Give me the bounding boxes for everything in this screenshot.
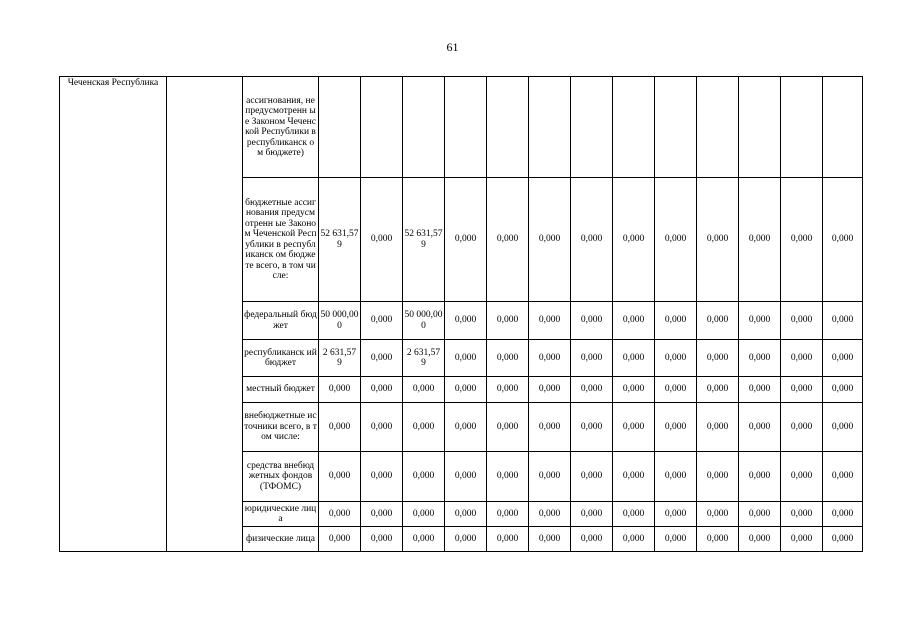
funding-source-label: местный бюджет (243, 377, 319, 403)
amount-cell: 0,000 (487, 403, 529, 452)
amount-cell: 0,000 (571, 178, 613, 302)
amount-cell: 0,000 (739, 527, 781, 552)
amount-cell: 0,000 (697, 377, 739, 403)
amount-cell: 0,000 (445, 377, 487, 403)
amount-cell: 0,000 (781, 377, 823, 403)
amount-cell: 0,000 (571, 403, 613, 452)
amount-cell: 0,000 (739, 340, 781, 377)
amount-cell (697, 77, 739, 178)
amount-cell: 0,000 (823, 403, 863, 452)
funding-source-label: федеральный бюджет (243, 302, 319, 340)
funding-source-label: физические лица (243, 527, 319, 552)
amount-cell: 0,000 (781, 302, 823, 340)
amount-cell: 0,000 (319, 527, 361, 552)
amount-cell: 0,000 (613, 527, 655, 552)
amount-cell: 0,000 (823, 502, 863, 527)
amount-cell: 0,000 (529, 403, 571, 452)
amount-cell: 0,000 (655, 302, 697, 340)
amount-cell (613, 77, 655, 178)
amount-cell: 0,000 (571, 340, 613, 377)
amount-cell: 0,000 (739, 302, 781, 340)
amount-cell: 0,000 (487, 502, 529, 527)
amount-cell: 0,000 (697, 452, 739, 502)
amount-cell: 0,000 (403, 403, 445, 452)
amount-cell: 0,000 (361, 377, 403, 403)
amount-cell: 0,000 (529, 178, 571, 302)
amount-cell: 0,000 (655, 452, 697, 502)
amount-cell: 0,000 (739, 502, 781, 527)
amount-cell: 2 631,57 9 (403, 340, 445, 377)
amount-cell: 0,000 (571, 527, 613, 552)
amount-cell: 0,000 (445, 452, 487, 502)
amount-cell: 0,000 (571, 302, 613, 340)
amount-cell: 0,000 (487, 340, 529, 377)
amount-cell: 0,000 (403, 527, 445, 552)
amount-cell: 0,000 (445, 403, 487, 452)
amount-cell: 0,000 (445, 302, 487, 340)
amount-cell: 52 631,57 9 (403, 178, 445, 302)
amount-cell: 0,000 (487, 377, 529, 403)
funding-source-label: бюджетные ассигнования предусмотренн ые Законом Чеченской Республики в республиканск ом бюджете всего, в том числе: (243, 178, 319, 302)
amount-cell: 0,000 (361, 403, 403, 452)
amount-cell: 0,000 (487, 452, 529, 502)
funding-source-label: ассигнования, не предусмотренн ые Законом Чеченской Республики в республиканск ом бюджете) (243, 77, 319, 178)
amount-cell: 0,000 (739, 403, 781, 452)
region-name: Чеченская Республика (60, 77, 167, 552)
amount-cell (739, 77, 781, 178)
amount-cell: 0,000 (361, 452, 403, 502)
amount-cell: 0,000 (697, 178, 739, 302)
amount-cell: 0,000 (361, 302, 403, 340)
amount-cell: 0,000 (529, 302, 571, 340)
amount-cell: 0,000 (823, 377, 863, 403)
page-number: 61 (446, 40, 459, 54)
amount-cell: 0,000 (655, 340, 697, 377)
amount-cell (655, 77, 697, 178)
amount-cell: 0,000 (319, 403, 361, 452)
amount-cell: 0,000 (697, 502, 739, 527)
amount-cell: 0,000 (571, 377, 613, 403)
amount-cell: 0,000 (613, 178, 655, 302)
amount-cell: 0,000 (613, 302, 655, 340)
amount-cell: 0,000 (445, 527, 487, 552)
amount-cell: 0,000 (823, 452, 863, 502)
amount-cell: 0,000 (781, 452, 823, 502)
funding-source-label: республиканск ий бюджет (243, 340, 319, 377)
amount-cell: 0,000 (529, 377, 571, 403)
amount-cell: 0,000 (487, 178, 529, 302)
amount-cell: 0,000 (403, 502, 445, 527)
empty-column-cell (167, 77, 243, 552)
amount-cell: 0,000 (403, 377, 445, 403)
amount-cell: 0,000 (697, 403, 739, 452)
amount-cell: 0,000 (613, 403, 655, 452)
amount-cell: 0,000 (823, 527, 863, 552)
amount-cell: 0,000 (823, 340, 863, 377)
amount-cell (823, 77, 863, 178)
amount-cell (529, 77, 571, 178)
amount-cell: 0,000 (613, 502, 655, 527)
amount-cell: 0,000 (487, 527, 529, 552)
amount-cell: 0,000 (361, 502, 403, 527)
funding-source-label: внебюджетные источники всего, в том числе: (243, 403, 319, 452)
amount-cell: 0,000 (697, 527, 739, 552)
amount-cell: 0,000 (823, 178, 863, 302)
amount-cell: 0,000 (655, 178, 697, 302)
amount-cell: 0,000 (319, 502, 361, 527)
amount-cell: 0,000 (613, 340, 655, 377)
amount-cell: 2 631,57 9 (319, 340, 361, 377)
funding-source-label: средства внебюджетных фондов (ТФОМС) (243, 452, 319, 502)
amount-cell: 0,000 (697, 340, 739, 377)
amount-cell: 0,000 (361, 340, 403, 377)
amount-cell: 50 000,00 0 (403, 302, 445, 340)
amount-cell (571, 77, 613, 178)
amount-cell: 0,000 (739, 377, 781, 403)
amount-cell: 0,000 (739, 178, 781, 302)
amount-cell: 0,000 (487, 302, 529, 340)
amount-cell: 0,000 (361, 527, 403, 552)
amount-cell: 0,000 (403, 452, 445, 502)
amount-cell: 0,000 (319, 452, 361, 502)
amount-cell: 0,000 (361, 178, 403, 302)
amount-cell: 0,000 (529, 340, 571, 377)
amount-cell: 0,000 (445, 340, 487, 377)
amount-cell: 0,000 (823, 302, 863, 340)
amount-cell: 50 000,00 0 (319, 302, 361, 340)
amount-cell: 0,000 (613, 452, 655, 502)
funding-source-label: юридические лица (243, 502, 319, 527)
budget-table-body (60, 77, 863, 552)
amount-cell: 0,000 (571, 452, 613, 502)
amount-cell: 0,000 (781, 403, 823, 452)
amount-cell: 0,000 (739, 452, 781, 502)
amount-cell (445, 77, 487, 178)
amount-cell: 0,000 (445, 178, 487, 302)
amount-cell: 0,000 (319, 377, 361, 403)
amount-cell: 0,000 (781, 527, 823, 552)
amount-cell: 0,000 (445, 502, 487, 527)
amount-cell: 0,000 (697, 302, 739, 340)
amount-cell (487, 77, 529, 178)
amount-cell: 0,000 (655, 527, 697, 552)
amount-cell: 0,000 (529, 527, 571, 552)
amount-cell: 0,000 (571, 502, 613, 527)
budget-table (59, 76, 863, 552)
amount-cell: 0,000 (781, 340, 823, 377)
amount-cell: 52 631,57 9 (319, 178, 361, 302)
amount-cell (781, 77, 823, 178)
amount-cell: 0,000 (529, 452, 571, 502)
table-row (60, 77, 863, 178)
amount-cell: 0,000 (655, 403, 697, 452)
amount-cell (319, 77, 361, 178)
amount-cell: 0,000 (781, 502, 823, 527)
amount-cell: 0,000 (781, 178, 823, 302)
amount-cell: 0,000 (655, 377, 697, 403)
amount-cell (361, 77, 403, 178)
amount-cell: 0,000 (529, 502, 571, 527)
amount-cell: 0,000 (655, 502, 697, 527)
amount-cell (403, 77, 445, 178)
amount-cell: 0,000 (613, 377, 655, 403)
